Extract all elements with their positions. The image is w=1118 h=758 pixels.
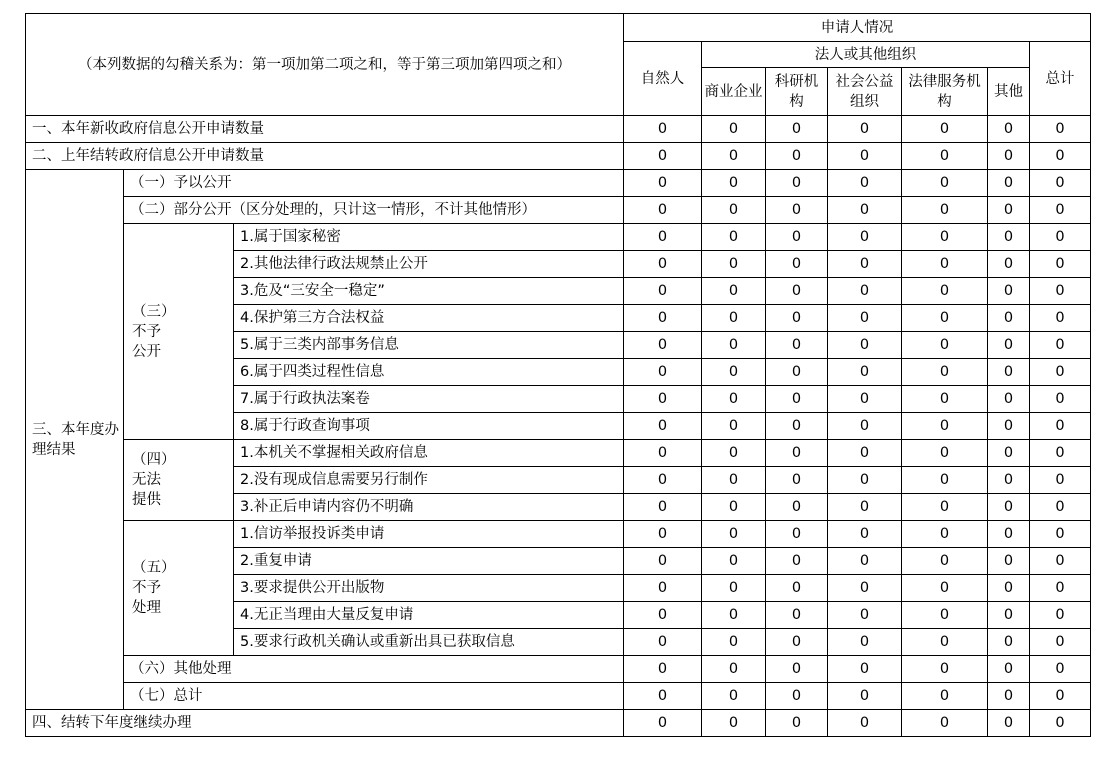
value-cell: 0 [828,386,902,413]
value-cell: 0 [988,359,1030,386]
value-cell: 0 [1030,629,1091,656]
value-cell: 0 [988,116,1030,143]
value-cell: 0 [624,332,702,359]
value-cell: 0 [1030,494,1091,521]
row-label: 4.无正当理由大量反复申请 [234,602,624,629]
table-row [26,224,1091,251]
value-cell: 0 [902,602,988,629]
value-cell: 0 [702,629,766,656]
value-cell: 0 [766,386,828,413]
value-cell: 0 [766,602,828,629]
table-row [26,170,1091,197]
row-label: 1.属于国家秘密 [234,224,624,251]
value-cell: 0 [902,494,988,521]
value-cell: 0 [766,143,828,170]
value-cell: 0 [828,170,902,197]
row-label: （七）总计 [124,683,624,710]
value-cell: 0 [1030,197,1091,224]
value-cell: 0 [1030,116,1091,143]
value-cell: 0 [766,305,828,332]
value-cell: 0 [988,467,1030,494]
value-cell: 0 [766,575,828,602]
header-other: 其他 [988,68,1030,116]
value-cell: 0 [624,116,702,143]
value-cell: 0 [1030,332,1091,359]
group-label: （五）不予处理 [124,521,234,656]
value-cell: 0 [766,332,828,359]
value-cell: 0 [766,197,828,224]
value-cell: 0 [988,629,1030,656]
value-cell: 0 [702,224,766,251]
value-cell: 0 [1030,359,1091,386]
table-row [26,143,1091,170]
value-cell: 0 [702,440,766,467]
value-cell: 0 [766,413,828,440]
value-cell: 0 [828,197,902,224]
value-cell: 0 [988,710,1030,737]
value-cell: 0 [828,440,902,467]
row-label: 3.补正后申请内容仍不明确 [234,494,624,521]
value-cell: 0 [766,548,828,575]
value-cell: 0 [766,359,828,386]
row-label: 6.属于四类过程性信息 [234,359,624,386]
value-cell: 0 [828,251,902,278]
row-label: （六）其他处理 [124,656,624,683]
row-label: 2.其他法律行政法规禁止公开 [234,251,624,278]
header-legal-service: 法律服务机构 [902,68,988,116]
header-note: （本列数据的勾稽关系为：第一项加第二项之和，等于第三项加第四项之和） [26,14,624,116]
header-business: 商业企业 [702,68,766,116]
value-cell: 0 [988,602,1030,629]
value-cell: 0 [828,494,902,521]
value-cell: 0 [702,548,766,575]
row-label: （二）部分公开（区分处理的，只计这一情形，不计其他情形） [124,197,624,224]
value-cell: 0 [828,305,902,332]
value-cell: 0 [766,170,828,197]
value-cell: 0 [902,251,988,278]
table-row [26,440,1091,467]
value-cell: 0 [624,170,702,197]
value-cell: 0 [702,251,766,278]
value-cell: 0 [902,197,988,224]
value-cell: 0 [624,494,702,521]
header-total: 总计 [1030,42,1091,116]
value-cell: 0 [624,683,702,710]
table-row [26,197,1091,224]
row-label: 5.要求行政机关确认或重新出具已获取信息 [234,629,624,656]
value-cell: 0 [1030,440,1091,467]
value-cell: 0 [702,305,766,332]
value-cell: 0 [624,386,702,413]
value-cell: 0 [624,143,702,170]
value-cell: 0 [1030,251,1091,278]
value-cell: 0 [988,440,1030,467]
value-cell: 0 [766,440,828,467]
value-cell: 0 [902,332,988,359]
value-cell: 0 [624,629,702,656]
group-label: （四）无法提供 [124,440,234,521]
value-cell: 0 [828,116,902,143]
group-label: （三）不予公开 [124,224,234,440]
value-cell: 0 [902,143,988,170]
row-label: （一）予以公开 [124,170,624,197]
value-cell: 0 [624,602,702,629]
value-cell: 0 [702,467,766,494]
value-cell: 0 [624,197,702,224]
value-cell: 0 [988,548,1030,575]
table-row [26,710,1091,737]
value-cell: 0 [624,224,702,251]
value-cell: 0 [828,467,902,494]
value-cell: 0 [988,494,1030,521]
value-cell: 0 [766,278,828,305]
value-cell: 0 [828,548,902,575]
value-cell: 0 [828,521,902,548]
value-cell: 0 [902,629,988,656]
value-cell: 0 [902,548,988,575]
value-cell: 0 [1030,656,1091,683]
value-cell: 0 [624,359,702,386]
value-cell: 0 [902,656,988,683]
table-row [26,116,1091,143]
value-cell: 0 [1030,467,1091,494]
value-cell: 0 [828,332,902,359]
row-label: 2.重复申请 [234,548,624,575]
value-cell: 0 [702,386,766,413]
value-cell: 0 [702,521,766,548]
value-cell: 0 [902,413,988,440]
row-label: 7.属于行政执法案卷 [234,386,624,413]
value-cell: 0 [988,224,1030,251]
value-cell: 0 [702,116,766,143]
value-cell: 0 [766,251,828,278]
value-cell: 0 [624,575,702,602]
value-cell: 0 [624,305,702,332]
value-cell: 0 [988,386,1030,413]
value-cell: 0 [902,170,988,197]
value-cell: 0 [988,413,1030,440]
value-cell: 0 [988,170,1030,197]
value-cell: 0 [766,224,828,251]
value-cell: 0 [766,656,828,683]
value-cell: 0 [766,116,828,143]
value-cell: 0 [988,278,1030,305]
row-label: 2.没有现成信息需要另行制作 [234,467,624,494]
value-cell: 0 [1030,602,1091,629]
value-cell: 0 [624,251,702,278]
value-cell: 0 [988,332,1030,359]
value-cell: 0 [702,278,766,305]
value-cell: 0 [702,332,766,359]
gov-info-disclosure-table [25,13,1091,737]
value-cell: 0 [988,575,1030,602]
row-label: 5.属于三类内部事务信息 [234,332,624,359]
value-cell: 0 [902,467,988,494]
value-cell: 0 [988,197,1030,224]
value-cell: 0 [702,170,766,197]
value-cell: 0 [766,494,828,521]
header-natural-person: 自然人 [624,42,702,116]
value-cell: 0 [702,359,766,386]
value-cell: 0 [902,305,988,332]
value-cell: 0 [702,494,766,521]
value-cell: 0 [702,413,766,440]
row-label: 四、结转下年度继续办理 [26,710,624,737]
row-label: 3.危及“三安全一稳定” [234,278,624,305]
row-label: 1.信访举报投诉类申请 [234,521,624,548]
value-cell: 0 [1030,278,1091,305]
row-label: 4.保护第三方合法权益 [234,305,624,332]
value-cell: 0 [1030,710,1091,737]
row-label: 1.本机关不掌握相关政府信息 [234,440,624,467]
value-cell: 0 [988,521,1030,548]
value-cell: 0 [902,575,988,602]
value-cell: 0 [1030,170,1091,197]
table-row [26,683,1091,710]
value-cell: 0 [902,278,988,305]
value-cell: 0 [1030,143,1091,170]
value-cell: 0 [1030,386,1091,413]
value-cell: 0 [828,629,902,656]
value-cell: 0 [766,683,828,710]
value-cell: 0 [988,143,1030,170]
value-cell: 0 [624,467,702,494]
value-cell: 0 [766,521,828,548]
table-row [26,656,1091,683]
value-cell: 0 [828,359,902,386]
value-cell: 0 [902,521,988,548]
value-cell: 0 [1030,305,1091,332]
row-label: 二、上年结转政府信息公开申请数量 [26,143,624,170]
row-label: 一、本年新收政府信息公开申请数量 [26,116,624,143]
value-cell: 0 [828,224,902,251]
value-cell: 0 [702,143,766,170]
value-cell: 0 [702,575,766,602]
value-cell: 0 [988,683,1030,710]
header-applicant: 申请人情况 [624,14,1091,42]
value-cell: 0 [1030,224,1091,251]
value-cell: 0 [1030,575,1091,602]
value-cell: 0 [624,710,702,737]
value-cell: 0 [702,602,766,629]
value-cell: 0 [702,683,766,710]
value-cell: 0 [766,710,828,737]
value-cell: 0 [1030,683,1091,710]
value-cell: 0 [828,575,902,602]
value-cell: 0 [624,413,702,440]
value-cell: 0 [702,197,766,224]
value-cell: 0 [828,143,902,170]
value-cell: 0 [1030,548,1091,575]
value-cell: 0 [902,683,988,710]
section-label: 三、本年度办理结果 [26,170,124,710]
value-cell: 0 [828,710,902,737]
value-cell: 0 [828,602,902,629]
header-research: 科研机构 [766,68,828,116]
value-cell: 0 [988,305,1030,332]
value-cell: 0 [988,251,1030,278]
header-social: 社会公益组织 [828,68,902,116]
value-cell: 0 [828,656,902,683]
value-cell: 0 [902,710,988,737]
value-cell: 0 [828,683,902,710]
value-cell: 0 [902,116,988,143]
value-cell: 0 [766,629,828,656]
value-cell: 0 [624,548,702,575]
value-cell: 0 [624,656,702,683]
value-cell: 0 [902,440,988,467]
value-cell: 0 [902,359,988,386]
value-cell: 0 [1030,521,1091,548]
value-cell: 0 [702,710,766,737]
value-cell: 0 [828,413,902,440]
value-cell: 0 [624,521,702,548]
value-cell: 0 [624,278,702,305]
header-legal-org: 法人或其他组织 [702,42,1030,68]
value-cell: 0 [988,656,1030,683]
value-cell: 0 [766,467,828,494]
value-cell: 0 [902,224,988,251]
value-cell: 0 [624,440,702,467]
row-label: 8.属于行政查询事项 [234,413,624,440]
value-cell: 0 [828,278,902,305]
table-row [26,521,1091,548]
row-label: 3.要求提供公开出版物 [234,575,624,602]
value-cell: 0 [702,656,766,683]
value-cell: 0 [1030,413,1091,440]
value-cell: 0 [902,386,988,413]
